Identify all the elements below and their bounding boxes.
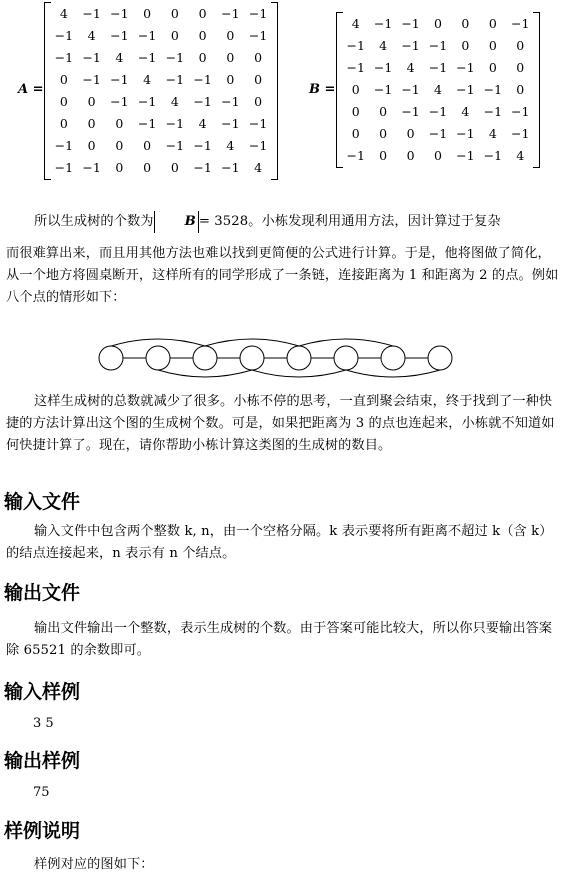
matrix-cell: 4 <box>488 125 497 141</box>
matrix-cell: −1 <box>401 15 420 31</box>
matrix-cell: 0 <box>461 15 470 31</box>
matrix-cell: 0 <box>59 115 68 131</box>
matrix-row <box>50 112 272 134</box>
matrix-cell: −1 <box>110 71 129 87</box>
matrix-b-right-bracket <box>533 12 540 168</box>
chain-graph-diagram <box>95 338 467 378</box>
graph-node <box>334 346 358 370</box>
graph-node <box>146 346 170 370</box>
matrix-cell: 0 <box>87 115 96 131</box>
matrix-cell: −1 <box>110 5 129 21</box>
sample-explanation-text: 样例对应的图如下： <box>34 857 154 872</box>
matrix-row <box>342 100 534 122</box>
matrix-cell: 0 <box>170 5 179 21</box>
matrix-cell: −1 <box>82 159 101 175</box>
matrix-cell: −1 <box>483 81 503 97</box>
matrix-cell: 0 <box>198 27 207 43</box>
matrix-cell: −1 <box>54 49 74 65</box>
matrix-cell: 0 <box>379 125 388 141</box>
matrix-b <box>342 12 534 166</box>
matrix-row <box>50 46 272 68</box>
matrix-cell: 0 <box>406 125 415 141</box>
matrix-row <box>342 34 534 56</box>
matrix-cell: 0 <box>226 49 235 65</box>
matrix-cell: 0 <box>143 159 152 175</box>
matrix-cell: 0 <box>406 147 415 163</box>
matrix-cell: 0 <box>516 59 525 75</box>
matrix-cell: −1 <box>401 37 420 53</box>
matrix-cell: 0 <box>434 147 442 163</box>
matrix-cell: −1 <box>346 37 365 53</box>
matrix-cell: −1 <box>248 115 268 131</box>
matrix-cell: 0 <box>488 37 497 53</box>
matrix-cell: 0 <box>488 59 497 75</box>
matrix-cell: 0 <box>379 147 388 163</box>
sample-output-value: 75 <box>33 785 50 800</box>
matrix-cell: −1 <box>401 81 420 97</box>
matrix-cell: −1 <box>193 93 212 109</box>
matrix-cell: 4 <box>351 15 360 31</box>
para1-suffix: = 3528。小栋发现利用通用方法，因计算过于复杂 <box>198 214 501 229</box>
matrix-cell: −1 <box>137 115 157 131</box>
matrix-cell: 0 <box>254 93 263 109</box>
graph-node <box>99 346 123 370</box>
matrix-row <box>50 156 272 178</box>
matrix-cell: 4 <box>406 59 415 75</box>
heading-sample-explanation: 样例说明 <box>4 820 81 842</box>
matrix-cell: 4 <box>434 81 442 97</box>
matrix-cell: −1 <box>54 137 74 153</box>
matrix-cell: −1 <box>82 5 101 21</box>
graph-node <box>381 346 405 370</box>
matrix-cell: 4 <box>170 93 179 109</box>
matrix-cell: 4 <box>198 115 207 131</box>
matrix-cell: 4 <box>254 159 263 175</box>
matrix-cell: 0 <box>254 71 263 87</box>
matrix-cell: 0 <box>115 159 124 175</box>
matrix-cell: 0 <box>170 159 179 175</box>
heading-output-file: 输出文件 <box>4 582 81 604</box>
matrix-cell: −1 <box>54 27 74 43</box>
matrix-cell: 4 <box>59 5 68 21</box>
matrix-a <box>50 2 272 178</box>
matrix-cell: −1 <box>346 147 365 163</box>
matrix-cell: −1 <box>165 115 185 131</box>
heading-sample-output: 输出样例 <box>4 750 81 772</box>
matrix-cell: 0 <box>516 37 525 53</box>
matrix-cell: −1 <box>137 49 157 65</box>
matrix-cell: 4 <box>516 147 525 163</box>
matrix-cell: 0 <box>461 37 470 53</box>
matrix-cell: 0 <box>87 93 96 109</box>
matrix-cell: −1 <box>511 125 530 141</box>
matrix-cell: −1 <box>511 103 530 119</box>
heading-sample-input: 输入样例 <box>4 681 81 703</box>
matrix-cell: −1 <box>373 15 393 31</box>
matrix-cell: 0 <box>115 137 124 153</box>
matrix-cell: 0 <box>434 15 442 31</box>
matrix-cell: 0 <box>226 71 235 87</box>
graph-node <box>193 346 217 370</box>
matrix-cell: 0 <box>488 15 497 31</box>
matrix-cell: −1 <box>248 27 268 43</box>
matrix-cell: 0 <box>351 125 360 141</box>
matrix-cell: −1 <box>82 71 101 87</box>
matrix-cell: −1 <box>456 59 475 75</box>
matrix-cell: −1 <box>110 93 129 109</box>
matrix-cell: −1 <box>54 159 74 175</box>
paragraph-problem: 这样生成树的总数就减少了很多。小栋不停的思考，一直到聚会结束，终于找到了一种快捷的方法计算出这个图的生成树个数。可是，如果把距离为 3 的点也连起来，小栋就不知道如何快捷计算了。现在，请你帮助小栋计算这类图的生成树的数目。 <box>6 394 555 453</box>
matrix-a-label: A = <box>18 82 44 97</box>
graph-node <box>240 346 264 370</box>
paragraph-simplify: 而很难算出来，而且用其他方法也难以找到更简便的公式进行计算。于是，他将图做了简化，从一个地方将圆桌断开，这样所有的同学形成了一条链，连接距离为 1 和距离为 2 的点。例如八个点的情形如下： <box>6 246 559 305</box>
matrix-cell: −1 <box>428 103 448 119</box>
matrix-row <box>50 134 272 156</box>
matrix-cell: −1 <box>165 71 185 87</box>
matrix-cell: −1 <box>428 37 448 53</box>
matrix-row <box>342 122 534 144</box>
matrix-cell: −1 <box>428 125 448 141</box>
matrix-row <box>50 90 272 112</box>
matrix-cell: −1 <box>110 27 129 43</box>
matrix-cell: −1 <box>248 5 268 21</box>
matrix-cell: −1 <box>428 59 448 75</box>
matrix-cell: −1 <box>82 49 101 65</box>
matrix-row <box>50 24 272 46</box>
matrix-cell: 4 <box>87 27 96 43</box>
matrix-cell: 0 <box>351 81 360 97</box>
matrix-cell: 0 <box>170 27 179 43</box>
matrix-cell: 0 <box>198 49 207 65</box>
matrix-cell: −1 <box>193 137 212 153</box>
matrix-cell: 0 <box>351 103 360 119</box>
matrix-cell: 0 <box>87 137 96 153</box>
matrix-row <box>342 12 534 34</box>
matrix-row <box>342 144 534 166</box>
para1-prefix: 所以生成树的个数为 <box>34 214 154 229</box>
matrix-cell: 4 <box>226 137 235 153</box>
matrix-cell: 4 <box>115 49 124 65</box>
matrix-cell: 0 <box>198 5 207 21</box>
matrix-cell: −1 <box>511 15 530 31</box>
matrix-cell: −1 <box>456 147 475 163</box>
matrix-row <box>342 56 534 78</box>
matrix-cell: −1 <box>456 81 475 97</box>
matrix-cell: −1 <box>221 159 240 175</box>
matrix-cell: −1 <box>401 103 420 119</box>
matrix-cell: 0 <box>226 27 235 43</box>
matrix-cell: 0 <box>254 49 263 65</box>
matrix-cell: −1 <box>193 159 212 175</box>
matrix-cell: 0 <box>59 71 68 87</box>
matrix-cell: −1 <box>373 81 393 97</box>
output-description: 输出文件输出一个整数，表示生成树的个数。由于答案可能比较大，所以你只要输出答案除 65521 的余数即可。 <box>6 621 553 658</box>
matrix-row <box>342 78 534 100</box>
matrix-cell: 0 <box>379 103 388 119</box>
graph-node <box>428 346 452 370</box>
matrix-cell: −1 <box>346 59 365 75</box>
matrix-row <box>50 2 272 24</box>
matrix-cell: 0 <box>143 5 152 21</box>
matrix-cell: 4 <box>379 37 388 53</box>
paragraph-determinant <box>6 211 562 233</box>
matrix-cell: −1 <box>221 5 240 21</box>
determinant-b: B <box>154 211 199 233</box>
matrix-cell: −1 <box>248 137 268 153</box>
heading-input-file: 输入文件 <box>4 491 81 513</box>
input-description: 输入文件中包含两个整数 k, n，由一个空格分隔。k 表示要将所有距离不超过 k（含 k）的结点连接起来，n 表示有 n 个结点。 <box>6 524 553 561</box>
matrix-cell: −1 <box>483 147 503 163</box>
matrix-b-label: B = <box>309 82 336 97</box>
matrix-cell: 0 <box>143 137 152 153</box>
matrix-cell: 0 <box>115 115 124 131</box>
matrix-cell: −1 <box>193 71 212 87</box>
matrix-a-right-bracket <box>271 2 278 180</box>
matrix-cell: 4 <box>461 103 470 119</box>
matrix-row <box>50 68 272 90</box>
matrix-cell: −1 <box>137 93 157 109</box>
matrix-cell: −1 <box>483 103 503 119</box>
graph-node <box>287 346 311 370</box>
matrix-cell: −1 <box>373 59 393 75</box>
matrix-cell: 0 <box>516 81 525 97</box>
matrix-cell: −1 <box>456 125 475 141</box>
matrix-cell: −1 <box>221 115 240 131</box>
matrix-cell: −1 <box>165 137 185 153</box>
matrix-cell: −1 <box>137 27 157 43</box>
matrix-cell: 4 <box>143 71 152 87</box>
matrix-cell: −1 <box>221 93 240 109</box>
matrix-cell: 0 <box>59 93 68 109</box>
sample-input-value: 3 5 <box>33 716 54 731</box>
matrix-cell: −1 <box>165 49 185 65</box>
